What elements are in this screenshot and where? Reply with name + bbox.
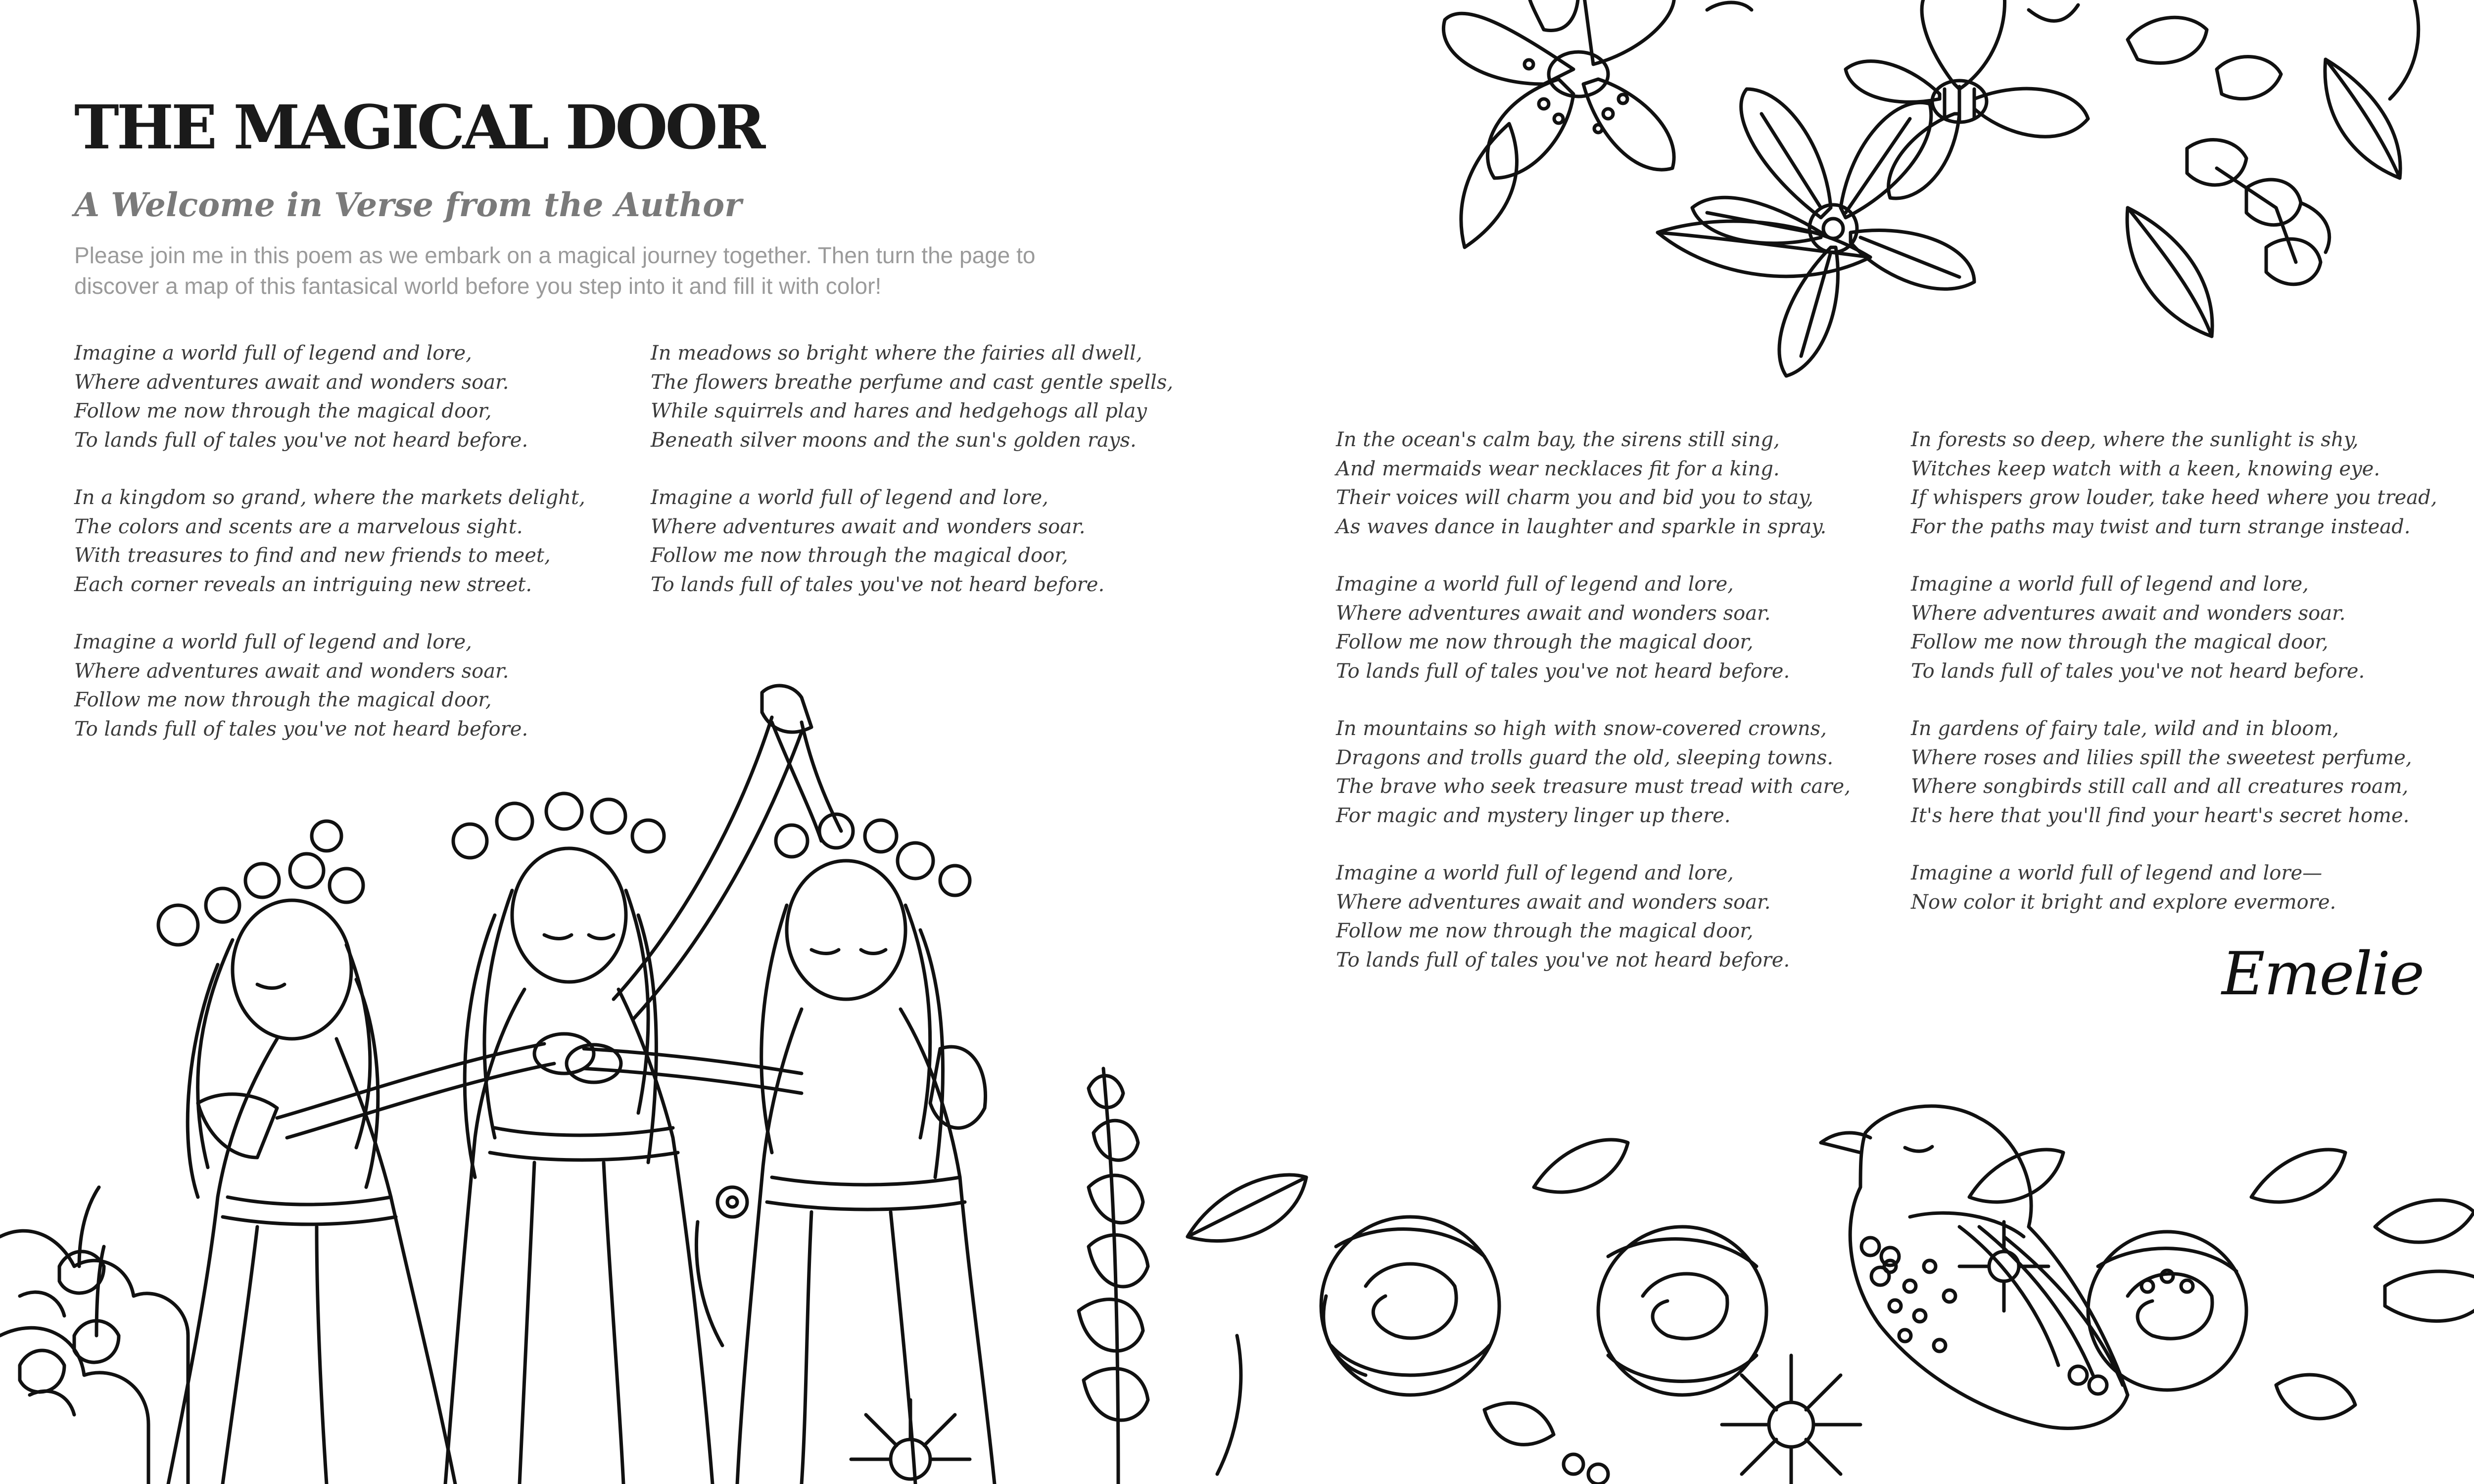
verse-line: In the ocean's calm bay, the sirens still sing, xyxy=(1336,428,1780,451)
verse-line: Imagine a world full of legend and lore, xyxy=(74,342,472,365)
verse-line: Where songbirds still call and all creatures roam, xyxy=(1911,775,2409,798)
verse-line: Imagine a world full of legend and lore— xyxy=(1911,862,2323,884)
verse-line: To lands full of tales you've not heard before. xyxy=(1336,659,1790,683)
stanza xyxy=(1911,859,2474,917)
verse-line: Imagine a world full of legend and lore, xyxy=(651,486,1048,509)
stanza xyxy=(74,483,643,599)
verse-line: It's here that you'll find your heart's secret home. xyxy=(1911,804,2410,827)
poem-column-1 xyxy=(74,339,643,772)
verse-line: Where adventures await and wonders soar. xyxy=(1336,890,1771,914)
stanza xyxy=(1336,425,1905,541)
verse-line: Where adventures await and wonders soar. xyxy=(651,515,1086,538)
verse-line: And mermaids wear necklaces fit for a king. xyxy=(1336,457,1780,480)
verse-line: For the paths may twist and turn strange instead. xyxy=(1911,515,2411,538)
stanza xyxy=(1336,859,1905,974)
stanza xyxy=(74,628,643,743)
verse-line: To lands full of tales you've not heard before. xyxy=(74,428,528,452)
verse-line: If whispers grow louder, take heed where you tread, xyxy=(1911,486,2437,509)
stanza xyxy=(651,339,1220,455)
stanza xyxy=(1911,714,2474,830)
poem-column-3 xyxy=(1336,425,1905,1003)
verse-line: In gardens of fairy tale, wild and in bloom, xyxy=(1911,717,2339,740)
stanza xyxy=(1336,570,1905,686)
verse-line: Imagine a world full of legend and lore, xyxy=(1336,862,1734,884)
verse-line: Where adventures await and wonders soar. xyxy=(74,371,509,394)
verse-line: Where adventures await and wonders soar. xyxy=(74,659,509,683)
verse-line: Dragons and trolls guard the old, sleeping towns. xyxy=(1336,746,1834,769)
page-subtitle: A Welcome in Verse from the Author xyxy=(74,186,742,224)
verse-line: In forests so deep, where the sunlight is shy, xyxy=(1911,428,2359,451)
three-fairies xyxy=(158,686,995,1484)
verse-line: Follow me now through the magical door, xyxy=(74,689,492,711)
verse-line: Witches keep watch with a keen, knowing eye. xyxy=(1911,457,2380,480)
verse-line: Follow me now through the magical door, xyxy=(74,400,492,422)
verse-line: In mountains so high with snow-covered crowns, xyxy=(1336,717,1827,740)
verse-line: Where roses and lilies spill the sweetest perfume, xyxy=(1911,746,2412,769)
verse-line: The brave who seek treasure must tread with care, xyxy=(1336,775,1851,798)
author-signature: Emelie xyxy=(2222,940,2424,1009)
verse-line: Follow me now through the magical door, xyxy=(1336,631,1754,653)
stanza xyxy=(1336,714,1905,830)
intro-paragraph: Please join me in this poem as we embark on a magical journey together. Then turn the page to discover a map of this fantasical world before you step into it and fill it with color! xyxy=(74,242,1036,299)
top-flower-cluster xyxy=(1443,0,2418,376)
verse-line: Their voices will charm you and bid you to stay, xyxy=(1336,486,1813,509)
verse-line: Where adventures await and wonders soar. xyxy=(1336,602,1771,625)
verse-line: Each corner reveals an intriguing new street. xyxy=(74,573,532,596)
verse-line: The colors and scents are a marvelous sight. xyxy=(74,515,523,538)
verse-line: Imagine a world full of legend and lore, xyxy=(74,631,472,653)
poem-column-2 xyxy=(651,339,1220,628)
stanza xyxy=(1911,570,2474,686)
stanza xyxy=(1911,425,2474,541)
verse-line: To lands full of tales you've not heard before. xyxy=(651,573,1105,596)
verse-line: Follow me now through the magical door, xyxy=(1911,631,2329,653)
verse-line: Now color it bright and explore evermore. xyxy=(1911,890,2336,914)
verse-line: In a kingdom so grand, where the markets delight, xyxy=(74,486,585,509)
stanza xyxy=(74,339,643,455)
verse-line: Follow me now through the magical door, xyxy=(651,544,1068,567)
verse-line: Follow me now through the magical door, xyxy=(1336,920,1754,942)
verse-line: With treasures to find and new friends to meet, xyxy=(74,544,551,567)
verse-line: To lands full of tales you've not heard before. xyxy=(1911,659,2365,683)
verse-line: To lands full of tales you've not heard before. xyxy=(1336,948,1790,972)
stanza xyxy=(651,483,1220,599)
verse-line: The flowers breathe perfume and cast gentle spells, xyxy=(651,371,1174,394)
verse-line: In meadows so bright where the fairies all dwell, xyxy=(651,342,1142,365)
poem-column-4 xyxy=(1911,425,2474,945)
verse-line: Imagine a world full of legend and lore, xyxy=(1336,573,1734,596)
verse-line: While squirrels and hares and hedgehogs all play xyxy=(651,400,1147,422)
verse-line: For magic and mystery linger up there. xyxy=(1336,804,1731,827)
verse-line: As waves dance in laughter and sparkle in spray. xyxy=(1336,515,1827,538)
page-title: THE MAGICAL DOOR xyxy=(74,92,763,163)
verse-line: Where adventures await and wonders soar. xyxy=(1911,602,2346,625)
verse-line: To lands full of tales you've not heard before. xyxy=(74,717,528,741)
verse-line: Imagine a world full of legend and lore, xyxy=(1911,573,2309,596)
verse-line: Beneath silver moons and the sun's golden rays. xyxy=(651,428,1137,452)
